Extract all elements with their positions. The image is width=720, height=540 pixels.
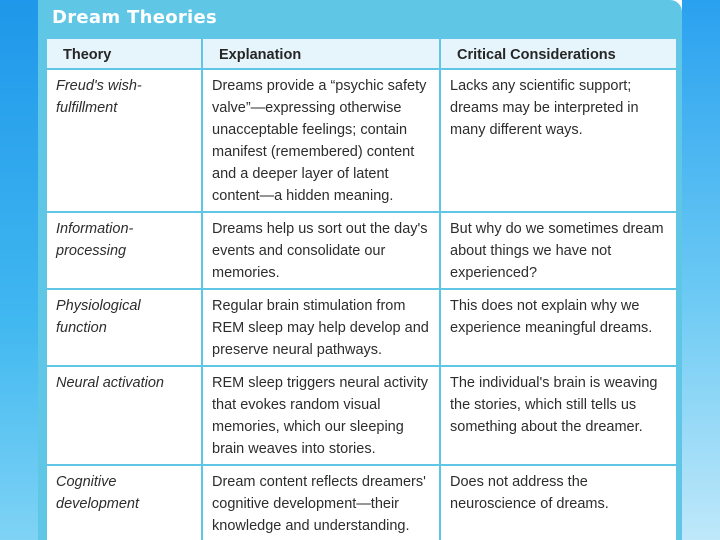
table-row [46, 465, 677, 540]
header-row [46, 38, 677, 69]
right-side-stripe [682, 0, 720, 540]
theory-cell: Freud's wish-fulfillment [46, 69, 202, 212]
theory-cell: Neural activation [46, 366, 202, 465]
table-row [46, 212, 677, 289]
explanation-cell: Dream content reflects dreamers' cognitive development—their knowledge and understanding. [202, 465, 440, 540]
explanation-cell: REM sleep triggers neural activity that evokes random visual memories, which our sleeping brain weaves into stories. [202, 366, 440, 465]
table-row [46, 289, 677, 366]
explanation-cell: Dreams help us sort out the day's events and consolidate our memories. [202, 212, 440, 289]
theory-cell: Physiological function [46, 289, 202, 366]
theory-cell: Information-processing [46, 212, 202, 289]
dream-theories-panel [38, 0, 682, 540]
left-side-stripe [0, 0, 38, 540]
explanation-cell: Dreams provide a “psychic safety valve”—expressing otherwise unacceptable feelings; contain manifest (remembered) content and a deeper layer of latent content—a hidden meaning. [202, 69, 440, 212]
critical-cell: Lacks any scientific support; dreams may be interpreted in many different ways. [440, 69, 677, 212]
header-explanation: Explanation [202, 38, 440, 69]
critical-cell: But why do we sometimes dream about things we have not experienced? [440, 212, 677, 289]
panel-title: Dream Theories [52, 7, 218, 28]
critical-cell: Does not address the neuroscience of dreams. [440, 465, 677, 540]
theory-cell: Cognitive development [46, 465, 202, 540]
critical-cell: The individual's brain is weaving the stories, which still tells us something about the dreamer. [440, 366, 677, 465]
explanation-cell: Regular brain stimulation from REM sleep may help develop and preserve neural pathways. [202, 289, 440, 366]
table-row [46, 366, 677, 465]
dream-theories-table [45, 37, 678, 540]
table-row [46, 69, 677, 212]
header-theory: Theory [46, 38, 202, 69]
critical-cell: This does not explain why we experience meaningful dreams. [440, 289, 677, 366]
header-critical-considerations: Critical Considerations [440, 38, 677, 69]
